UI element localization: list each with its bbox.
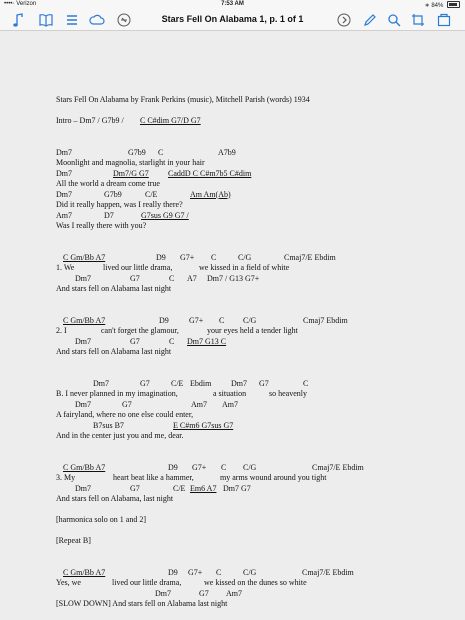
ending-line-3 [56, 589, 456, 600]
lyric-chord-segment: Dm7/G G7 [113, 168, 149, 178]
verse1-line-1 [56, 253, 456, 264]
lyric-chord-segment: C/G [238, 252, 252, 262]
lyric-chord-segment: C [158, 147, 164, 157]
lyric-chord-segment: A7b9 [218, 147, 236, 157]
lyric-chord-segment: G7 [130, 336, 140, 346]
intro-line [56, 116, 456, 127]
lyric-chord-segment: Am Am(Ab) [190, 189, 231, 199]
repeat-note: [Repeat B] [56, 536, 91, 545]
lyric-chord-segment: 2. I [56, 326, 67, 335]
lyric-chord-segment: we kissed on the dunes so white [204, 578, 307, 587]
lyric-chord-segment: G7b9 [104, 189, 122, 199]
lyric-chord-segment: G7 [122, 399, 132, 409]
repeat-line [56, 536, 456, 547]
pen-icon[interactable] [362, 12, 378, 28]
lyric-chord-segment: G7b9 [128, 147, 146, 157]
intro-chords: C C#dim G7/D G7 [140, 116, 201, 125]
lyric-chord-segment: G7 [259, 378, 269, 388]
lyric-chord-segment: G7+ [189, 315, 204, 325]
song-title: Stars Fell On Alabama by Frank Perkins (music), Mitchell Parish (words) 1934 [56, 95, 310, 104]
lyric-chord-segment: C [219, 315, 225, 325]
section1-line-5 [56, 190, 456, 201]
bridge-section [56, 379, 456, 442]
intro-section [56, 148, 456, 232]
verse3-line-2 [56, 473, 456, 484]
lyric-chord-segment: we kissed in a field of white [199, 263, 290, 272]
lyric-chord-segment: D9 [159, 315, 169, 325]
lyric-chord-segment: Cmaj7/E Ebdim [302, 567, 354, 577]
section1-line-2 [56, 158, 456, 169]
clock: 7:53 AM [221, 1, 244, 7]
lyric-chord-segment: Moonlight and magnolia, starlight in your hair [56, 158, 205, 167]
bluetooth-icon: ∗ [424, 3, 430, 9]
battery-percent: 84% [431, 3, 444, 9]
lyric-chord-segment: my arms wound around you tight [220, 473, 327, 482]
lyric-chord-segment: Dm7 [75, 336, 91, 346]
section1-line-3 [56, 169, 456, 180]
lyric-chord-segment: C/G [243, 315, 257, 325]
ending-line-2 [56, 578, 456, 589]
lyric-chord-segment: C [216, 567, 222, 577]
lyric-chord-segment: Dm7 [56, 189, 72, 199]
lyric-chord-segment: C [169, 336, 175, 346]
menu-icon[interactable] [64, 12, 80, 28]
lyric-chord-segment: G7+ [188, 567, 203, 577]
harmonica-line [56, 515, 456, 526]
lyric-chord-segment: C Gm/Bb A7 [63, 462, 106, 472]
harmonica-note: [harmonica solo on 1 and 2] [56, 515, 146, 524]
lyric-chord-segment: D9 [156, 252, 166, 262]
lyric-chord-segment: C/G [243, 462, 257, 472]
lyric-chord-segment: 3. My [56, 473, 76, 482]
verse2-line-2 [56, 326, 456, 337]
lyric-chord-segment: All the world a dream come true [56, 179, 160, 188]
lyric-chord-segment: Dm7 [155, 588, 171, 598]
lyric-chord-segment: Am7 [191, 399, 207, 409]
lyric-chord-segment: C [211, 252, 217, 262]
lyric-chord-segment: C Gm/Bb A7 [63, 315, 106, 325]
search-icon[interactable] [386, 12, 402, 28]
verse2-line-4 [56, 347, 456, 358]
lyric-chord-segment: C [169, 273, 175, 283]
section1-line-1 [56, 148, 456, 159]
verse1-line-3 [56, 274, 456, 285]
lyric-chord-segment: Dm7 [56, 168, 72, 178]
lyric-chord-segment: And stars fell on Alabama last night [56, 284, 172, 293]
lyric-chord-segment: C Gm/Bb A7 [63, 567, 106, 577]
lyric-chord-segment: Dm7 [56, 147, 72, 157]
verse1-line-4 [56, 284, 456, 295]
lyric-chord-segment: B7sus B7 [93, 420, 124, 430]
lyric-chord-segment: a situation [213, 389, 247, 398]
lyric-chord-segment: Did it really happen, was I really there? [56, 200, 183, 209]
verse-3 [56, 463, 456, 505]
lyric-chord-segment: lived our little drama, [103, 263, 173, 272]
lyric-chord-segment: Dm7 G7 [223, 483, 251, 493]
lyric-chord-segment: And stars fell on Alabama, last night [56, 494, 174, 503]
bridge-line-4 [56, 410, 456, 421]
lyric-chord-segment: Am7 [56, 210, 72, 220]
lyric-chord-segment: D9 [168, 567, 178, 577]
lyric-chord-segment: Dm7 [93, 378, 109, 388]
lyric-chord-segment: Cmaj7 Ebdim [303, 315, 348, 325]
verse3-line-4 [56, 494, 456, 505]
sheet-page[interactable] [0, 31, 465, 620]
lyric-chord-segment: 1. We [56, 263, 75, 272]
lyric-chord-segment: G7+ [192, 462, 207, 472]
verse3-line-3 [56, 484, 456, 495]
lyric-chord-segment: so heavenly [269, 389, 307, 398]
chord-sheet [56, 95, 456, 610]
lyric-chord-segment: Dm7 [75, 273, 91, 283]
toolbar [0, 10, 465, 31]
lyric-chord-segment: C Gm/Bb A7 [63, 252, 106, 262]
lyric-chord-segment: And in the center just you and me, dear. [56, 431, 184, 440]
lyric-chord-segment: G7sus G9 G7 / [141, 210, 189, 220]
verse2-line-3 [56, 337, 456, 348]
bridge-line-3 [56, 400, 456, 411]
lyric-chord-segment: C/E [145, 189, 158, 199]
lyric-chord-segment: Dm7 / G13 G7+ [207, 273, 260, 283]
section1-line-4 [56, 179, 456, 190]
intro-text: Intro – Dm7 / G7b9 / [56, 116, 124, 125]
section1-line-8 [56, 221, 456, 232]
lyric-chord-segment: heart beat like a hammer, [113, 473, 194, 482]
status-bar [0, 0, 465, 10]
bridge-line-1 [56, 379, 456, 390]
lyric-chord-segment: E C#m6 G7sus G7 [173, 420, 234, 430]
verse1-line-2 [56, 263, 456, 274]
setlist-icon[interactable] [436, 12, 452, 28]
library-icon[interactable] [38, 12, 54, 28]
lyric-chord-segment: C [221, 462, 227, 472]
half-page-icon[interactable] [116, 12, 132, 28]
bridge-line-2 [56, 389, 456, 400]
metronome-icon[interactable] [11, 12, 27, 28]
verse3-line-1 [56, 463, 456, 474]
section1-line-6 [56, 200, 456, 211]
lyric-chord-segment: Cmaj7/E Ebdim [312, 462, 364, 472]
lyric-chord-segment: your eyes held a tender light [207, 326, 298, 335]
lyric-chord-segment: G7 [130, 273, 140, 283]
lyric-chord-segment: Dm7 G13 C [187, 336, 227, 346]
lyric-chord-segment: [SLOW DOWN] And stars fell on Alabama last night [56, 599, 228, 608]
lyric-chord-segment: C [303, 378, 309, 388]
section1-line-7 [56, 211, 456, 222]
lyric-chord-segment: Em6 A7 [190, 483, 217, 493]
lyric-chord-segment: lived our little drama, [112, 578, 182, 587]
lyric-chord-segment: Am7 [226, 588, 242, 598]
lyric-chord-segment: A fairyland, where no one else could enter, [56, 410, 194, 419]
battery-status [425, 1, 460, 9]
lyric-chord-segment: CaddD C C#m7b5 C#dim [168, 168, 252, 178]
lyric-chord-segment: A7 [187, 273, 197, 283]
bridge-line-5 [56, 421, 456, 432]
verse2-line-1 [56, 316, 456, 327]
lyric-chord-segment: C/G [243, 567, 257, 577]
carrier-label: ••••◦ Verizon [4, 1, 37, 7]
document-title: Stars Fell On Alabama 1, p. 1 of 1 [161, 14, 304, 24]
battery-icon [447, 1, 460, 8]
ending-section [56, 568, 456, 610]
verse-1 [56, 253, 456, 295]
lyric-chord-segment: G7 [140, 378, 150, 388]
lyric-chord-segment: G7+ [180, 252, 195, 262]
lyric-chord-segment: Cmaj7/E Ebdim [284, 252, 336, 262]
crop-icon[interactable] [410, 12, 426, 28]
lyric-chord-segment: Dm7 [75, 483, 91, 493]
lyric-chord-segment: And stars fell on Alabama last night [56, 347, 172, 356]
cloud-icon[interactable] [89, 12, 105, 28]
lyric-chord-segment: Am7 [222, 399, 238, 409]
lyric-chord-segment: Dm7 [231, 378, 247, 388]
lyric-chord-segment: C/E [171, 378, 184, 388]
lyric-chord-segment: D9 [168, 462, 178, 472]
lyric-chord-segment: Dm7 [75, 399, 91, 409]
lyric-chord-segment: G7 [130, 483, 140, 493]
ending-line-1 [56, 568, 456, 579]
lyric-chord-segment: Yes, we [56, 578, 81, 587]
lyric-chord-segment: Ebdim [190, 378, 212, 388]
forward-page-icon[interactable] [336, 12, 352, 28]
lyric-chord-segment: B. I never planned in my imagination, [56, 389, 178, 398]
verse-2 [56, 316, 456, 358]
lyric-chord-segment: can't forget the glamour, [101, 326, 179, 335]
lyric-chord-segment: C/E [173, 483, 186, 493]
lyric-chord-segment: Was I really there with you? [56, 221, 147, 230]
lyric-chord-segment: D7 [104, 210, 114, 220]
song-title-line [56, 95, 456, 106]
lyric-chord-segment: G7 [199, 588, 209, 598]
bridge-line-6 [56, 431, 456, 442]
ending-line-4 [56, 599, 456, 610]
